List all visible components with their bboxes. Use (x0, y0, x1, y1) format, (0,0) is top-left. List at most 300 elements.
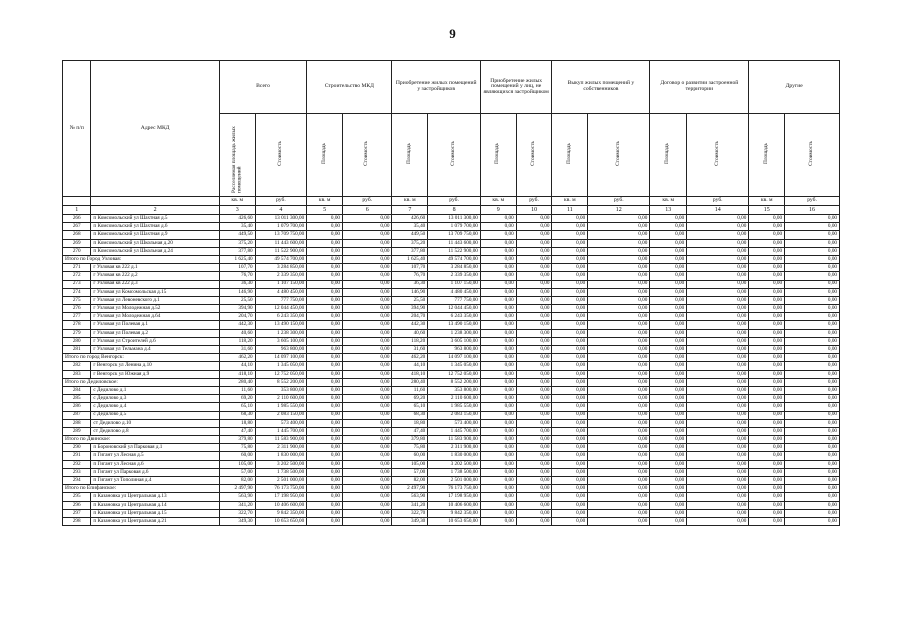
zero-value-cell: 0,00 (552, 247, 588, 255)
zero-value-cell: 0,00 (650, 247, 687, 255)
header-subcolumn-label: Стоимость (363, 141, 370, 167)
construction-area-cell: 0,00 (307, 346, 343, 354)
zero-value-cell: 0,00 (480, 264, 516, 272)
zero-value-cell: 0,00 (785, 346, 840, 354)
zero-value-cell: 0,00 (552, 477, 588, 485)
zero-value-cell: 0,00 (552, 305, 588, 313)
subtotal-label: Итого по Город Узловая: (63, 255, 220, 263)
construction-area-cell: 0,00 (307, 296, 343, 304)
zero-value-cell: 0,00 (749, 247, 785, 255)
zero-value-cell: 0,00 (480, 305, 516, 313)
zero-value-cell: 0,00 (785, 239, 840, 247)
zero-value-cell: 0,00 (480, 411, 516, 419)
zero-value-cell: 0,00 (749, 239, 785, 247)
construction-cost-cell: 0,00 (343, 436, 392, 444)
zero-value-cell: 0,00 (480, 215, 516, 223)
zero-value-cell: 0,00 (480, 493, 516, 501)
zero-value-cell: 0,00 (785, 288, 840, 296)
total-area-cell: 75,80 (219, 444, 255, 452)
zero-value-cell: 0,00 (687, 362, 749, 370)
column-number-cell: 1 (63, 206, 91, 215)
unit-cell: кв. м (749, 197, 785, 206)
row-address: г Узловая ул Левоневского д.1 (91, 296, 219, 304)
zero-value-cell: 0,00 (785, 272, 840, 280)
row-address: п Казановка ул Центральная д.15 (91, 509, 219, 517)
zero-value-cell: 0,00 (650, 477, 687, 485)
header-subcolumn-label: Стоимость (450, 141, 457, 167)
zero-value-cell: 0,00 (588, 403, 650, 411)
zero-value-cell: 0,00 (552, 460, 588, 468)
column-number-cell: 2 (91, 206, 219, 215)
zero-value-cell: 0,00 (480, 231, 516, 239)
row-number: 285 (63, 395, 91, 403)
zero-value-cell: 0,00 (749, 231, 785, 239)
developer-cost-cell: 6 243 350,00 (428, 313, 481, 321)
header-group-development-contract: Договор о развитии застроенной территории (650, 61, 749, 114)
developer-area-cell: 75,80 (392, 444, 428, 452)
unit-cell: руб. (428, 197, 481, 206)
zero-value-cell: 0,00 (687, 354, 749, 362)
developer-area-cell: 1 625,40 (392, 255, 428, 263)
table-row (63, 247, 840, 255)
zero-value-cell: 0,00 (749, 280, 785, 288)
zero-value-cell: 0,00 (785, 436, 840, 444)
zero-value-cell: 0,00 (687, 485, 749, 493)
total-area-cell: 18,80 (219, 419, 255, 427)
table-row (63, 337, 840, 345)
total-cost-cell: 8 552 200,00 (255, 378, 307, 386)
column-number-cell: 14 (687, 206, 749, 215)
total-cost-cell: 573 400,00 (255, 419, 307, 427)
zero-value-cell: 0,00 (749, 460, 785, 468)
zero-value-cell: 0,00 (749, 264, 785, 272)
zero-value-cell: 0,00 (687, 517, 749, 525)
zero-value-cell: 0,00 (516, 321, 552, 329)
developer-area-cell: 375,20 (392, 239, 428, 247)
subtotal-row (63, 354, 840, 362)
zero-value-cell: 0,00 (687, 231, 749, 239)
column-number-cell: 13 (650, 206, 687, 215)
zero-value-cell: 0,00 (749, 411, 785, 419)
total-cost-cell: 11 583 900,00 (255, 436, 307, 444)
zero-value-cell: 0,00 (650, 411, 687, 419)
row-number: 274 (63, 288, 91, 296)
zero-value-cell: 0,00 (650, 419, 687, 427)
developer-cost-cell: 17 198 950,00 (428, 493, 481, 501)
total-cost-cell: 6 243 350,00 (255, 313, 307, 321)
zero-value-cell: 0,00 (749, 362, 785, 370)
zero-value-cell: 0,00 (588, 419, 650, 427)
construction-cost-cell: 0,00 (343, 354, 392, 362)
construction-area-cell: 0,00 (307, 517, 343, 525)
zero-value-cell: 0,00 (785, 509, 840, 517)
zero-value-cell: 0,00 (552, 354, 588, 362)
total-area-cell: 462,20 (219, 354, 255, 362)
total-area-cell: 418,10 (219, 370, 255, 378)
developer-area-cell: 107,70 (392, 264, 428, 272)
zero-value-cell: 0,00 (785, 255, 840, 263)
total-area-cell: 204,70 (219, 313, 255, 321)
row-number: 291 (63, 452, 91, 460)
table-row (63, 444, 840, 452)
developer-cost-cell: 14 097 100,00 (428, 354, 481, 362)
table-row (63, 223, 840, 231)
zero-value-cell: 0,00 (785, 477, 840, 485)
developer-cost-cell: 1 107 150,00 (428, 280, 481, 288)
table-row (63, 296, 840, 304)
developer-area-cell: 11,60 (392, 386, 428, 394)
construction-cost-cell: 0,00 (343, 509, 392, 517)
table-row (63, 452, 840, 460)
header-address: Адрес МКД (91, 61, 219, 197)
zero-value-cell: 0,00 (516, 501, 552, 509)
zero-value-cell: 0,00 (480, 272, 516, 280)
zero-value-cell: 0,00 (687, 444, 749, 452)
table-row (63, 493, 840, 501)
zero-value-cell: 0,00 (588, 223, 650, 231)
header-group-construction: Строительство МКД (307, 61, 392, 114)
total-cost-cell: 963 800,00 (255, 346, 307, 354)
row-number: 295 (63, 493, 91, 501)
developer-area-cell: 418,10 (392, 370, 428, 378)
construction-cost-cell: 0,00 (343, 460, 392, 468)
header-group-buyout: Выкуп жилых помещений у собственников (552, 61, 650, 114)
zero-value-cell: 0,00 (650, 288, 687, 296)
row-number: 280 (63, 337, 91, 345)
zero-value-cell: 0,00 (650, 346, 687, 354)
unit-cell: кв. м (392, 197, 428, 206)
zero-value-cell: 0,00 (516, 329, 552, 337)
zero-value-cell: 0,00 (687, 239, 749, 247)
zero-value-cell: 0,00 (749, 215, 785, 223)
total-area-cell: 69,20 (219, 395, 255, 403)
zero-value-cell: 0,00 (749, 436, 785, 444)
row-address: п Комсомольский ул Шахтная д.6 (91, 223, 219, 231)
zero-value-cell: 0,00 (588, 255, 650, 263)
table-row (63, 468, 840, 476)
developer-cost-cell: 8 552 200,00 (428, 378, 481, 386)
total-area-cell: 47,40 (219, 427, 255, 435)
developer-cost-cell: 11 443 600,00 (428, 239, 481, 247)
row-address: п Гигант ул Парковая д.6 (91, 468, 219, 476)
zero-value-cell: 0,00 (687, 296, 749, 304)
zero-value-cell: 0,00 (480, 460, 516, 468)
construction-area-cell: 0,00 (307, 436, 343, 444)
zero-value-cell: 0,00 (516, 403, 552, 411)
column-number-cell: 12 (588, 206, 650, 215)
column-number-cell: 6 (343, 206, 392, 215)
table-row (63, 264, 840, 272)
construction-area-cell: 0,00 (307, 321, 343, 329)
header-group-non-developers: Приобретение жилых помещений у лиц, не являющихся застройщиком (480, 61, 552, 114)
total-cost-cell: 2 311 900,00 (255, 444, 307, 452)
zero-value-cell: 0,00 (552, 288, 588, 296)
construction-cost-cell: 0,00 (343, 313, 392, 321)
zero-value-cell: 0,00 (480, 296, 516, 304)
total-area-cell: 44,10 (219, 362, 255, 370)
zero-value-cell: 0,00 (552, 419, 588, 427)
zero-value-cell: 0,00 (687, 280, 749, 288)
total-cost-cell: 1 238 300,00 (255, 329, 307, 337)
total-area-cell: 563,90 (219, 493, 255, 501)
zero-value-cell: 0,00 (552, 468, 588, 476)
table-row (63, 460, 840, 468)
zero-value-cell: 0,00 (552, 280, 588, 288)
developer-cost-cell: 3 202 500,00 (428, 460, 481, 468)
unit-cell: кв. м (552, 197, 588, 206)
zero-value-cell: 0,00 (588, 272, 650, 280)
construction-cost-cell: 0,00 (343, 493, 392, 501)
zero-value-cell: 0,00 (552, 403, 588, 411)
row-number: 292 (63, 460, 91, 468)
zero-value-cell: 0,00 (480, 362, 516, 370)
header-subcolumn-label: Стоимость (808, 141, 815, 167)
zero-value-cell: 0,00 (749, 337, 785, 345)
table-row (63, 395, 840, 403)
construction-cost-cell: 0,00 (343, 321, 392, 329)
zero-value-cell: 0,00 (749, 468, 785, 476)
developer-cost-cell: 2 083 150,00 (428, 411, 481, 419)
zero-value-cell: 0,00 (785, 517, 840, 525)
total-area-cell: 118,20 (219, 337, 255, 345)
table-row (63, 501, 840, 509)
construction-cost-cell: 0,00 (343, 427, 392, 435)
zero-value-cell: 0,00 (552, 395, 588, 403)
header-subcolumn-label: Площадь (494, 143, 501, 165)
header-subcolumn (687, 114, 749, 197)
table-row (63, 411, 840, 419)
zero-value-cell: 0,00 (749, 419, 785, 427)
zero-value-cell: 0,00 (588, 493, 650, 501)
total-area-cell: 426,60 (219, 215, 255, 223)
zero-value-cell: 0,00 (516, 485, 552, 493)
table-row (63, 272, 840, 280)
unit-cell: кв. м (650, 197, 687, 206)
total-cost-cell: 13 490 150,00 (255, 321, 307, 329)
header-subcolumn (255, 114, 307, 197)
total-cost-cell: 1 985 550,00 (255, 403, 307, 411)
zero-value-cell: 0,00 (650, 255, 687, 263)
zero-value-cell: 0,00 (516, 452, 552, 460)
zero-value-cell: 0,00 (480, 427, 516, 435)
zero-value-cell: 0,00 (588, 370, 650, 378)
zero-value-cell: 0,00 (687, 509, 749, 517)
total-cost-cell: 3 605 100,00 (255, 337, 307, 345)
header-subcolumn (552, 114, 588, 197)
zero-value-cell: 0,00 (552, 272, 588, 280)
subtotal-row (63, 378, 840, 386)
zero-value-cell: 0,00 (516, 370, 552, 378)
zero-value-cell: 0,00 (687, 493, 749, 501)
zero-value-cell: 0,00 (516, 517, 552, 525)
construction-area-cell: 0,00 (307, 223, 343, 231)
total-cost-cell: 76 173 750,00 (255, 485, 307, 493)
zero-value-cell: 0,00 (516, 264, 552, 272)
zero-value-cell: 0,00 (749, 444, 785, 452)
zero-value-cell: 0,00 (516, 395, 552, 403)
zero-value-cell: 0,00 (480, 395, 516, 403)
table-row (63, 215, 840, 223)
total-cost-cell: 777 750,00 (255, 296, 307, 304)
zero-value-cell: 0,00 (650, 493, 687, 501)
zero-value-cell: 0,00 (552, 223, 588, 231)
zero-value-cell: 0,00 (650, 272, 687, 280)
developer-cost-cell: 13 490 150,00 (428, 321, 481, 329)
zero-value-cell: 0,00 (588, 436, 650, 444)
zero-value-cell: 0,00 (588, 460, 650, 468)
zero-value-cell: 0,00 (516, 337, 552, 345)
zero-value-cell: 0,00 (749, 509, 785, 517)
zero-value-cell: 0,00 (785, 313, 840, 321)
zero-value-cell: 0,00 (749, 403, 785, 411)
total-area-cell: 35,40 (219, 223, 255, 231)
zero-value-cell: 0,00 (687, 215, 749, 223)
row-address: г Узловая ул Строителей д.6 (91, 337, 219, 345)
zero-value-cell: 0,00 (687, 468, 749, 476)
developer-cost-cell: 1 830 000,00 (428, 452, 481, 460)
unit-cell: кв. м (307, 197, 343, 206)
row-address: с Дедилово д.4 (91, 403, 219, 411)
zero-value-cell: 0,00 (785, 468, 840, 476)
zero-value-cell: 0,00 (749, 313, 785, 321)
zero-value-cell: 0,00 (650, 485, 687, 493)
developer-area-cell: 105,00 (392, 460, 428, 468)
zero-value-cell: 0,00 (650, 468, 687, 476)
developer-area-cell: 341,20 (392, 501, 428, 509)
zero-value-cell: 0,00 (749, 223, 785, 231)
unit-cell: кв. м (480, 197, 516, 206)
zero-value-cell: 0,00 (588, 444, 650, 452)
row-address: г Узловая ул Полевая д.1 (91, 321, 219, 329)
developer-area-cell: 57,00 (392, 468, 428, 476)
column-number-cell: 15 (749, 206, 785, 215)
zero-value-cell: 0,00 (785, 305, 840, 313)
zero-value-cell: 0,00 (687, 395, 749, 403)
zero-value-cell: 0,00 (588, 346, 650, 354)
developer-cost-cell: 963 800,00 (428, 346, 481, 354)
zero-value-cell: 0,00 (552, 264, 588, 272)
zero-value-cell: 0,00 (552, 239, 588, 247)
zero-value-cell: 0,00 (516, 346, 552, 354)
unit-cell: руб. (255, 197, 307, 206)
header-subcolumn (516, 114, 552, 197)
zero-value-cell: 0,00 (552, 517, 588, 525)
total-area-cell: 375,20 (219, 239, 255, 247)
total-cost-cell: 14 097 100,00 (255, 354, 307, 362)
construction-area-cell: 0,00 (307, 386, 343, 394)
zero-value-cell: 0,00 (552, 386, 588, 394)
zero-value-cell: 0,00 (785, 354, 840, 362)
row-number: 271 (63, 264, 91, 272)
developer-cost-cell: 4 480 450,00 (428, 288, 481, 296)
developer-cost-cell: 11 583 900,00 (428, 436, 481, 444)
zero-value-cell: 0,00 (480, 378, 516, 386)
total-area-cell: 146,90 (219, 288, 255, 296)
construction-area-cell: 0,00 (307, 370, 343, 378)
unit-cell: руб. (343, 197, 392, 206)
zero-value-cell: 0,00 (588, 239, 650, 247)
zero-value-cell: 0,00 (785, 247, 840, 255)
zero-value-cell: 0,00 (588, 517, 650, 525)
zero-value-cell: 0,00 (480, 223, 516, 231)
column-number-cell: 10 (516, 206, 552, 215)
zero-value-cell: 0,00 (588, 354, 650, 362)
zero-value-cell: 0,00 (687, 272, 749, 280)
developer-cost-cell: 13 011 300,00 (428, 215, 481, 223)
construction-cost-cell: 0,00 (343, 452, 392, 460)
row-number: 290 (63, 444, 91, 452)
total-area-cell: 68,30 (219, 411, 255, 419)
row-number: 278 (63, 321, 91, 329)
subtotal-label: Итого по город Венгорск: (63, 354, 220, 362)
construction-area-cell: 0,00 (307, 215, 343, 223)
zero-value-cell: 0,00 (749, 288, 785, 296)
row-address: с Дедилово д.5 (91, 411, 219, 419)
column-number-cell: 11 (552, 206, 588, 215)
zero-value-cell: 0,00 (749, 321, 785, 329)
construction-cost-cell: 0,00 (343, 346, 392, 354)
zero-value-cell: 0,00 (785, 427, 840, 435)
construction-cost-cell: 0,00 (343, 370, 392, 378)
construction-area-cell: 0,00 (307, 460, 343, 468)
developer-area-cell: 76,70 (392, 272, 428, 280)
total-area-cell: 379,80 (219, 436, 255, 444)
zero-value-cell: 0,00 (516, 272, 552, 280)
row-number: 283 (63, 370, 91, 378)
developer-area-cell: 44,10 (392, 362, 428, 370)
row-address: с Дедилово д.1 (91, 386, 219, 394)
construction-area-cell: 0,00 (307, 305, 343, 313)
zero-value-cell: 0,00 (480, 517, 516, 525)
construction-area-cell: 0,00 (307, 485, 343, 493)
zero-value-cell: 0,00 (687, 370, 749, 378)
zero-value-cell: 0,00 (749, 255, 785, 263)
zero-value-cell: 0,00 (687, 329, 749, 337)
developer-area-cell: 2 497,90 (392, 485, 428, 493)
construction-cost-cell: 0,00 (343, 468, 392, 476)
zero-value-cell: 0,00 (516, 427, 552, 435)
zero-value-cell: 0,00 (749, 517, 785, 525)
zero-value-cell: 0,00 (480, 419, 516, 427)
row-address: п Казановка ул Центральная д.21 (91, 517, 219, 525)
developer-cost-cell: 1 738 500,00 (428, 468, 481, 476)
construction-area-cell: 0,00 (307, 255, 343, 263)
units-blank (91, 197, 219, 206)
construction-area-cell: 0,00 (307, 231, 343, 239)
developer-area-cell: 146,90 (392, 288, 428, 296)
construction-area-cell: 0,00 (307, 419, 343, 427)
header-subcolumn-label: Расселяемая площадь жилых помещений (230, 125, 243, 193)
construction-cost-cell: 0,00 (343, 501, 392, 509)
total-area-cell: 377,80 (219, 247, 255, 255)
zero-value-cell: 0,00 (516, 223, 552, 231)
unit-cell: руб. (687, 197, 749, 206)
zero-value-cell: 0,00 (749, 346, 785, 354)
row-number: 270 (63, 247, 91, 255)
zero-value-cell: 0,00 (588, 321, 650, 329)
zero-value-cell: 0,00 (552, 493, 588, 501)
row-number: 277 (63, 313, 91, 321)
zero-value-cell: 0,00 (516, 255, 552, 263)
table-row (63, 313, 840, 321)
zero-value-cell: 0,00 (588, 296, 650, 304)
zero-value-cell: 0,00 (749, 329, 785, 337)
unit-cell: руб. (588, 197, 650, 206)
table-row (63, 477, 840, 485)
construction-cost-cell: 0,00 (343, 485, 392, 493)
row-address: ст Дедилово д.8 (91, 427, 219, 435)
construction-cost-cell: 0,00 (343, 215, 392, 223)
